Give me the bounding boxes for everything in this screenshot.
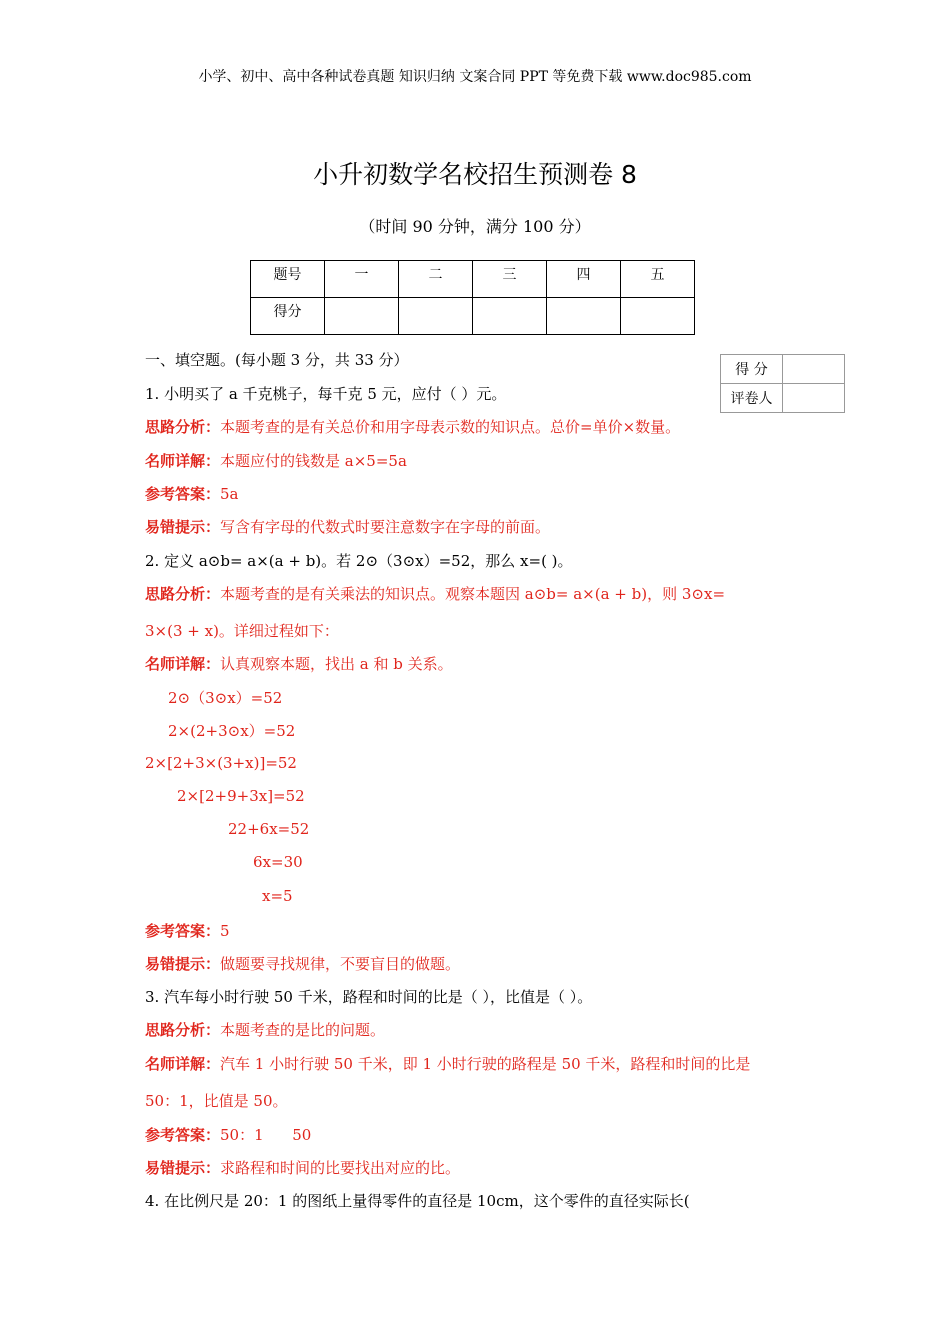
detail-text: 认真观察本题，找出 a 和 b 关系。 <box>220 655 453 673</box>
analysis-label: 思路分析： <box>145 1021 221 1039</box>
tip-label: 易错提示： <box>145 518 221 536</box>
score-table-row-label: 得分 <box>251 298 325 335</box>
q2-analysis <box>145 583 725 604</box>
q3-detail <box>145 1053 750 1074</box>
answer-label: 参考答案： <box>145 922 221 940</box>
score-table-row-label: 题号 <box>251 261 325 298</box>
detail-text: 汽车 1 小时行驶 50 千米，即 1 小时行驶的路程是 50 千米，路程和时间的比是 <box>220 1055 751 1073</box>
solution-step: x=5 <box>262 887 293 905</box>
detail-text: 本题应付的钱数是 a×5=5a <box>220 452 407 470</box>
analysis-text: 本题考查的是有关总价和用字母表示数的知识点。总价=单价×数量。 <box>220 418 681 436</box>
question-3: 3. 汽车每小时行驶 50 千米，路程和时间的比是（ ），比值是（ ）。 <box>145 988 593 1006</box>
question-1: 1. 小明买了 a 千克桃子，每千克 5 元，应付（ ）元。 <box>145 385 507 403</box>
score-table-col: 一 <box>325 261 399 298</box>
tip-label: 易错提示： <box>145 955 221 973</box>
answer-text: 50：1 50 <box>220 1126 312 1144</box>
grader-table <box>720 354 845 413</box>
q2-answer <box>145 920 230 941</box>
analysis-label: 思路分析： <box>145 418 221 436</box>
q1-analysis <box>145 416 680 437</box>
detail-label: 名师详解： <box>145 452 221 470</box>
q1-detail <box>145 450 407 471</box>
section-heading: 一、填空题。(每小题 3 分，共 33 分） <box>145 351 409 369</box>
q2-detail <box>145 653 453 674</box>
score-cell[interactable] <box>547 298 621 335</box>
grader-name-cell[interactable] <box>783 384 845 413</box>
question-2: 2. 定义 a⊙b= a×(a + b)。若 2⊙（3⊙x）=52，那么 x=( )。 <box>145 552 573 570</box>
q1-tip <box>145 516 550 537</box>
grader-name-label: 评卷人 <box>721 384 783 413</box>
solution-step: 22+6x=52 <box>228 820 310 838</box>
score-table-col: 五 <box>621 261 695 298</box>
solution-step: 2×(2+3⊙x）=52 <box>168 722 296 740</box>
page-title: 小升初数学名校招生预测卷 8 <box>313 160 637 189</box>
solution-step: 6x=30 <box>253 853 303 871</box>
solution-step: 2×[2+9+3x]=52 <box>177 787 305 805</box>
score-cell[interactable] <box>473 298 547 335</box>
answer-text: 5a <box>220 485 239 503</box>
detail-label: 名师详解： <box>145 1055 221 1073</box>
score-cell[interactable] <box>399 298 473 335</box>
score-table-score-row <box>251 298 695 335</box>
q1-answer <box>145 483 239 504</box>
score-table-col: 四 <box>547 261 621 298</box>
grader-score-label: 得 分 <box>721 355 783 384</box>
detail-label: 名师详解： <box>145 655 221 673</box>
question-4: 4. 在比例尺是 20：1 的图纸上量得零件的直径是 10cm，这个零件的直径实际长( <box>145 1192 690 1210</box>
solution-step: 2⊙（3⊙x）=52 <box>168 689 283 707</box>
q2-tip <box>145 953 460 974</box>
score-table <box>250 260 695 335</box>
q2-analysis-cont: 3×(3 + x)。详细过程如下： <box>145 622 339 640</box>
solution-step: 2×[2+3×(3+x)]=52 <box>145 754 297 772</box>
answer-label: 参考答案： <box>145 1126 221 1144</box>
analysis-text: 本题考查的是有关乘法的知识点。观察本题因 a⊙b= a×(a + b)，则 3⊙x= <box>220 585 726 603</box>
answer-label: 参考答案： <box>145 485 221 503</box>
score-cell[interactable] <box>621 298 695 335</box>
tip-label: 易错提示： <box>145 1159 221 1177</box>
analysis-label: 思路分析： <box>145 585 221 603</box>
answer-text: 5 <box>220 922 230 940</box>
tip-text: 求路程和时间的比要找出对应的比。 <box>220 1159 461 1177</box>
page-header: 小学、初中、高中各种试卷真题 知识归纳 文案合同 PPT 等免费下载 www.doc985.com <box>198 69 752 85</box>
q3-answer <box>145 1124 311 1145</box>
tip-text: 写含有字母的代数式时要注意数字在字母的前面。 <box>220 518 551 536</box>
grader-score-cell[interactable] <box>783 355 845 384</box>
score-table-col: 三 <box>473 261 547 298</box>
q3-tip <box>145 1157 460 1178</box>
score-table-header-row <box>251 261 695 298</box>
score-table-col: 二 <box>399 261 473 298</box>
q3-detail-cont: 50：1，比值是 50。 <box>145 1092 288 1110</box>
q3-analysis <box>145 1019 385 1040</box>
page-subtitle: （时间 90 分钟，满分 100 分） <box>359 217 591 236</box>
analysis-text: 本题考查的是比的问题。 <box>220 1021 386 1039</box>
tip-text: 做题要寻找规律，不要盲目的做题。 <box>220 955 461 973</box>
score-cell[interactable] <box>325 298 399 335</box>
